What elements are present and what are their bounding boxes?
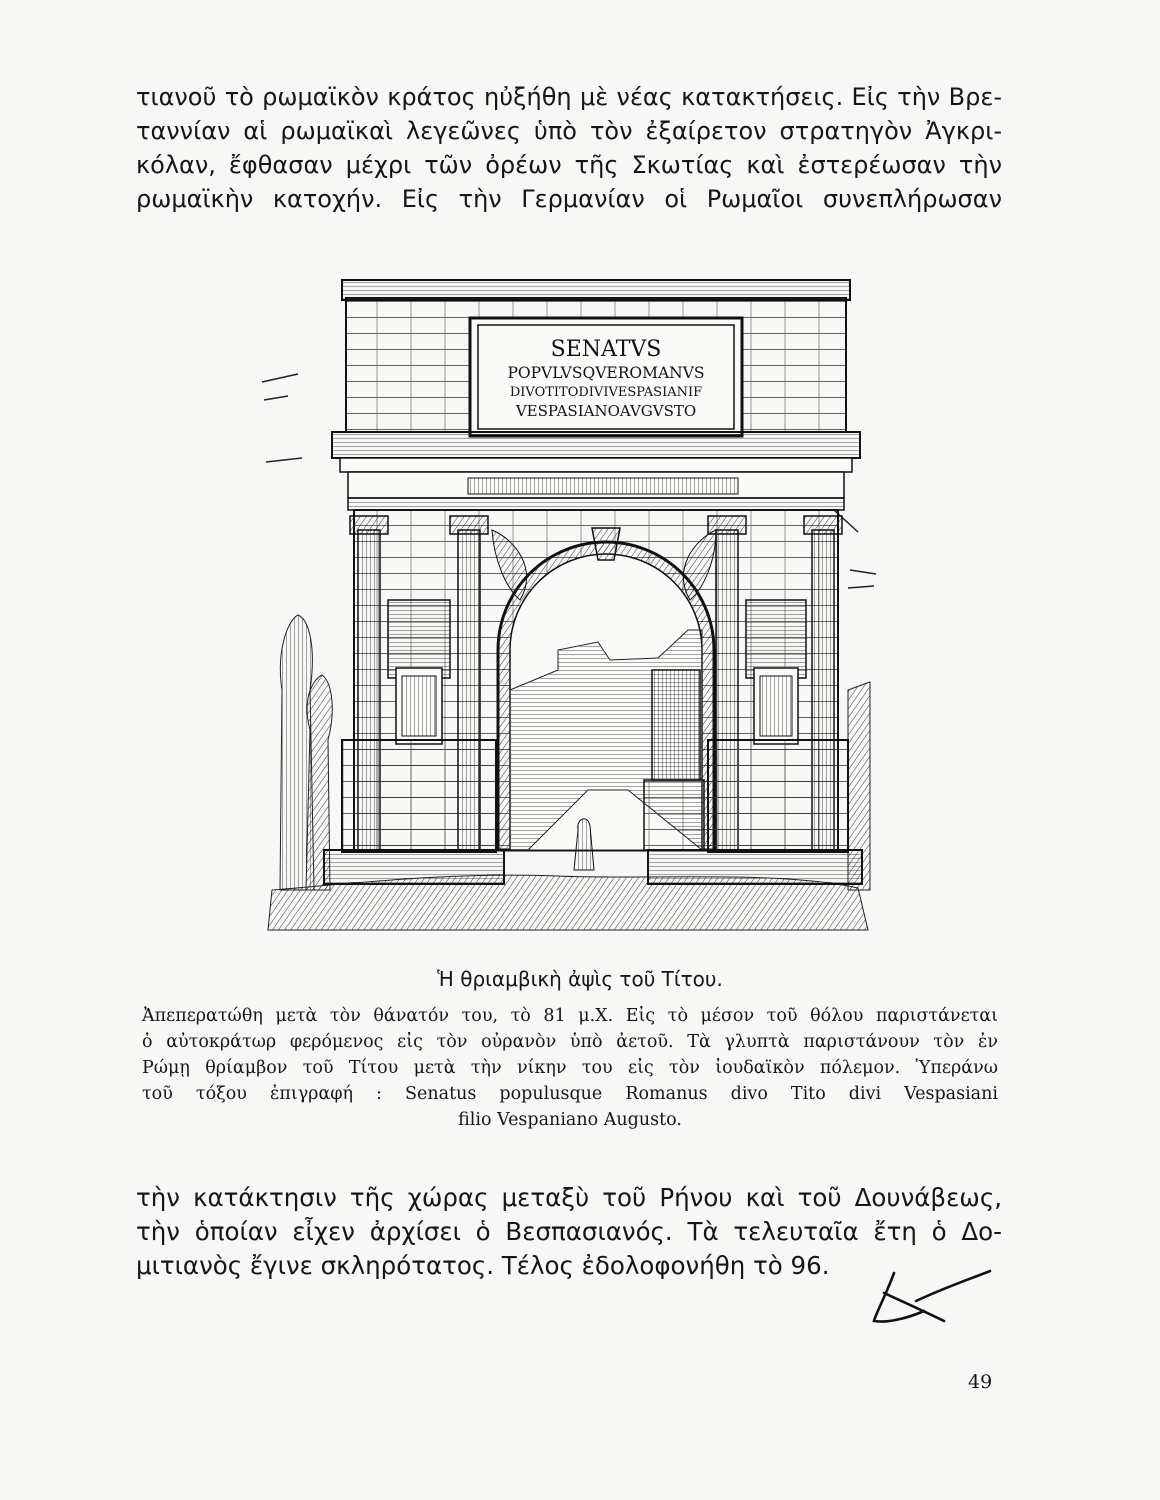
text-line: ταννίαν αἱ ρωμαϊκαὶ λεγεῶνες ὑπὸ τὸν ἐξαίρετον στρατηγὸν Ἀγκρι- (136, 117, 1002, 145)
text-line: τὴν κατάκτησιν τῆς χώρας μεταξὺ τοῦ Ρήνου καὶ τοῦ Δουνάβεως, (136, 1183, 1002, 1212)
caption-line: filio Vespaniano Augusto. (458, 1110, 682, 1130)
text-line: ρωμαϊκὴν κατοχήν. Εἰς τὴν Γερμανίαν οἱ Ρωμαῖοι συνεπλήρωσαν (136, 185, 1002, 213)
inscription-line: DIVOTITODIVIVESPASIANIF (509, 385, 703, 400)
page-number: 49 (968, 1371, 993, 1393)
caption-line: Ἀπεπερατώθη μετὰ τὸν θάνατόν του, τὸ 81 μ.Χ. Εἰς τὸ μέσον τοῦ θόλου παριστάνεται (142, 1006, 998, 1026)
figure-caption-title: Ἡ θριαμβικὴ ἀψὶς τοῦ Τίτου. (437, 967, 723, 991)
inscription-line: VESPASIANOAVGVSTO (515, 402, 697, 420)
handwritten-mark (866, 1265, 996, 1335)
caption-line: τοῦ τόξου ἐπιγραφή : Senatus populusque Romanus divo Tito divi Vespasiani (142, 1084, 998, 1104)
caption-line: ὁ αὐτοκράτωρ φερόμενος εἰς τὸν οὐρανὸν ὑπὸ ἀετοῦ. Τὰ γλυπτὰ παριστάνουν τὸν ἐν (142, 1032, 998, 1052)
text-line: τὴν ὁποίαν εἶχεν ἀρχίσει ὁ Βεσπασιανός. Τὰ τελευταῖα ἔτη ὁ Δο- (136, 1217, 1002, 1246)
text-line: κόλαν, ἔφθασαν μέχρι τῶν ὀρέων τῆς Σκωτίας καὶ ἐστερέωσαν τὴν (136, 151, 1002, 179)
inscription-line: POPVLVSQVEROMANVS (507, 364, 705, 382)
engraving-image (258, 270, 878, 940)
body-text-top (136, 80, 1002, 216)
text-line: μιτιανὸς ἔγινε σκληρότατος. Τέλος ἐδολοφονήθη τὸ 96. (136, 1251, 830, 1280)
figure-caption (142, 1003, 998, 1133)
arch-of-titus-illustration (258, 270, 878, 940)
inscription-line: SENATVS (550, 337, 662, 362)
caption-line: Ρώμῃ θρίαμβον τοῦ Τίτου μετὰ τὴν νίκην του εἰς τὸν ἰουδαϊκὸν πόλεμον. Ὑπεράνω (142, 1058, 998, 1078)
text-line: τιανοῦ τὸ ρωμαϊκὸν κράτος ηὐξήθη μὲ νέας κατακτήσεις. Εἰς τὴν Βρε- (136, 83, 1002, 111)
